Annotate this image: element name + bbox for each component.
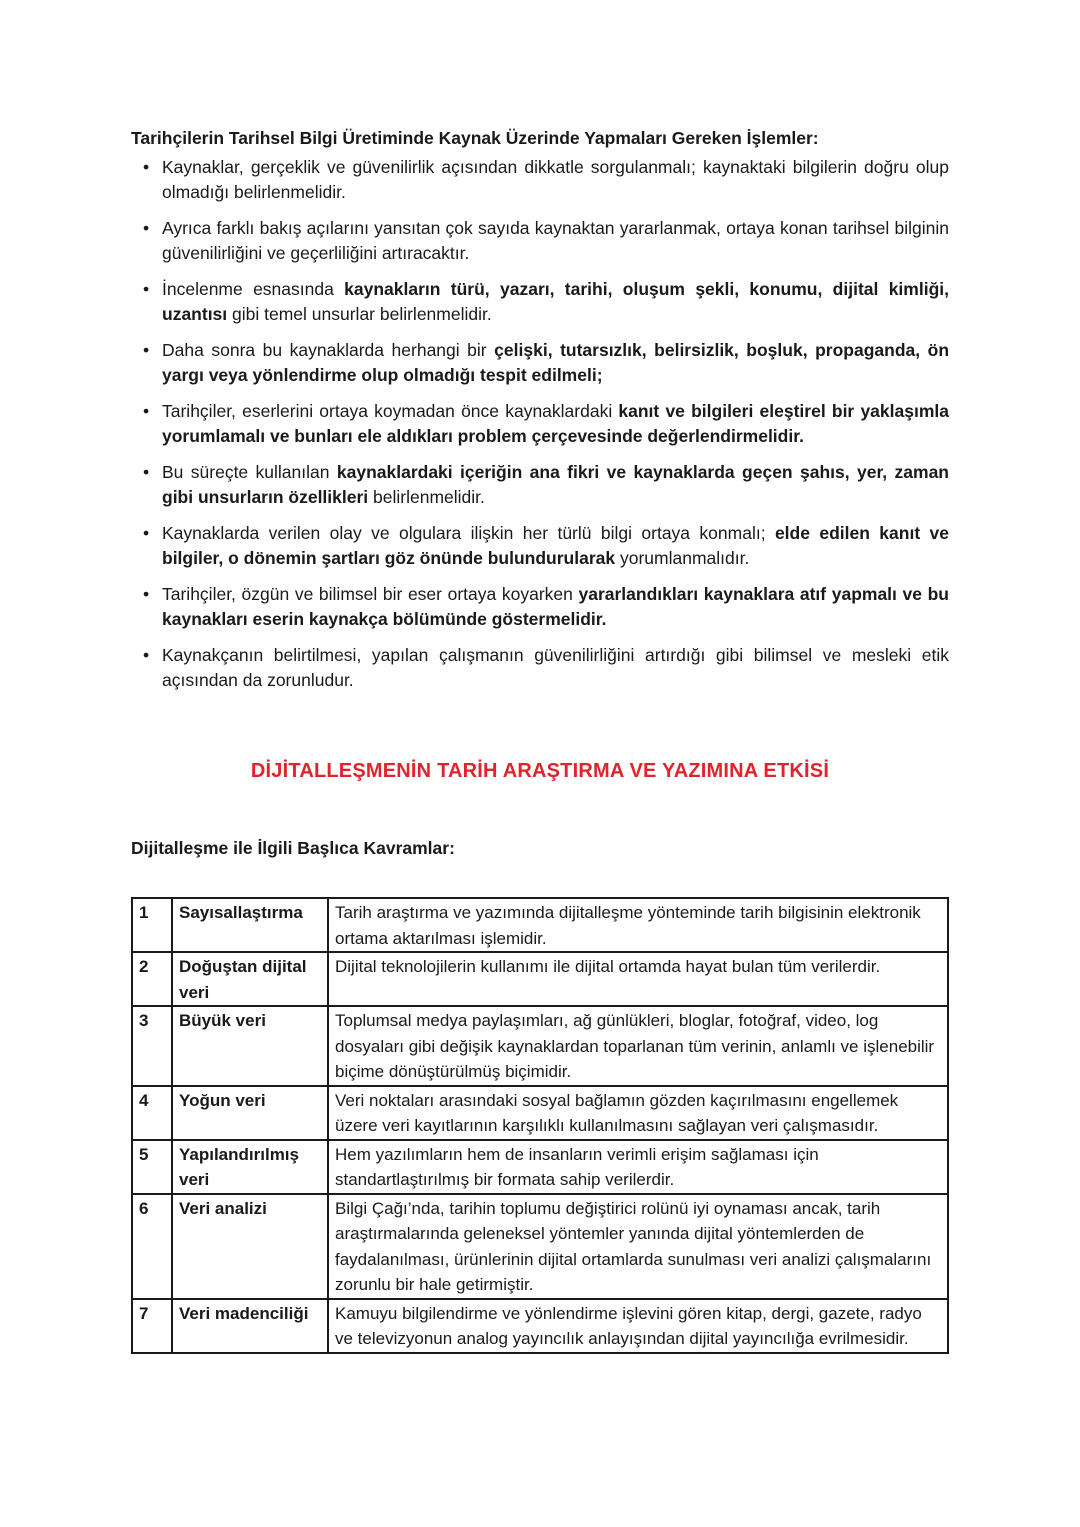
row-number: 2 [132,952,172,1006]
list-item [131,582,949,632]
bold-text: elde edilen kanıt ve bilgiler, o dönemin şartları göz önünde bulundurularak [162,523,950,568]
procedures-section [131,126,949,704]
bullet-icon: • [143,279,150,299]
list-item [131,216,949,266]
row-number: 3 [132,1006,172,1086]
list-item [131,460,949,510]
table-row [132,1194,948,1299]
concept-term: Veri analizi [172,1194,328,1299]
list-item [131,338,949,388]
table-row [132,1299,948,1353]
concept-definition: Hem yazılımların hem de insanların verimli erişim sağlaması için standartlaştırılmış bir formata sahip verilerdir. [328,1140,948,1194]
bold-text: kanıt ve bilgileri eleştirel bir yaklaşımla yorumlamalı ve bunları ele aldıkları problem çerçevesinde değerlendirmelidir. [162,401,949,446]
bullet-icon: • [143,462,150,482]
bullet-icon: • [143,401,150,421]
bullet-icon: • [143,584,150,604]
concept-term: Yapılandırılmış veri [172,1140,328,1194]
concept-definition: Toplumsal medya paylaşımları, ağ günlükleri, bloglar, fotoğraf, video, log dosyaları gibi değişik kaynaklardan toparlanan tüm verinin, anlamlı ve işlenebilir biçime dönüştürülmüş biçimidir. [328,1006,948,1086]
bullet-icon: • [143,340,150,360]
bold-text: yararlandıkları kaynaklara atıf yapmalı ve bu kaynakları eserin kaynakça bölümünde göstermelidir. [162,584,949,629]
table-row [132,1006,948,1086]
bold-text: kaynakların türü, yazarı, tarihi, oluşum şekli, konumu, dijital kimliği, uzantısı [162,279,949,324]
concept-definition: Dijital teknolojilerin kullanımı ile dijital ortamda hayat bulan tüm verilerdir. [328,952,948,1006]
list-item [131,521,949,571]
concept-term: Veri madenciliği [172,1299,328,1353]
text: Daha sonra bu kaynaklarda herhangi bir [162,340,495,360]
text: Kaynaklar, gerçeklik ve güvenilirlik açısından dikkatle sorgulanmalı; kaynaktaki bilgilerin doğru olup olmadığı belirlenmelidir. [162,157,949,202]
list-item [131,399,949,449]
table-row [132,952,948,1006]
bullet-icon: • [143,157,150,177]
text: Kaynaklarda verilen olay ve olgulara ilişkin her türlü bilgi ortaya konmalı; [162,523,775,543]
table-row [132,1086,948,1140]
text: Tarihçiler, özgün ve bilimsel bir eser ortaya koyarken [162,584,579,604]
procedures-list [131,155,949,693]
text: Ayrıca farklı bakış açılarını yansıtan çok sayıda kaynaktan yararlanmak, ortaya konan tarihsel bilginin güvenilirliğini ve geçerliliğini artıracaktır. [162,218,949,263]
table-row [132,898,948,952]
list-item [131,155,949,205]
concept-term: Doğuştan dijital veri [172,952,328,1006]
concept-term: Büyük veri [172,1006,328,1086]
procedures-heading: Tarihçilerin Tarihsel Bilgi Üretiminde Kaynak Üzerinde Yapmaları Gereken İşlemler: [131,128,819,148]
text: Kaynakçanın belirtilmesi, yapılan çalışmanın güvenilirliğini artırdığı gibi bilimsel ve mesleki etik açısından da zorunludur. [162,645,949,690]
row-number: 5 [132,1140,172,1194]
section-title: DİJİTALLEŞMENİN TARİH ARAŞTIRMA VE YAZIMINA ETKİSİ [250,760,830,782]
row-number: 1 [132,898,172,952]
list-item [131,277,949,327]
row-number: 6 [132,1194,172,1299]
text: İncelenme esnasında [162,279,345,299]
concept-term: Sayısallaştırma [172,898,328,952]
text: belirlenmelidir. [368,487,485,507]
concept-term: Yoğun veri [172,1086,328,1140]
concept-definition: Kamuyu bilgilendirme ve yönlendirme işlevini gören kitap, dergi, gazete, radyo ve televizyonun analog yayıncılık anlayışından dijital yayıncılığa evrilmesidir. [328,1299,948,1353]
text: Tarihçiler, eserlerini ortaya koymadan önce kaynaklardaki [162,401,619,421]
concept-definition: Tarih araştırma ve yazımında dijitalleşme yönteminde tarih bilgisinin elektronik ortama aktarılması işlemidir. [328,898,948,952]
bold-text: çelişki, tutarsızlık, belirsizlik, boşluk, propaganda, ön yargı veya yönlendirme olup olmadığı tespit edilmeli; [162,340,950,385]
text: gibi temel unsurlar belirlenmelidir. [227,304,492,324]
text: yorumlanmalıdır. [615,548,750,568]
bullet-icon: • [143,523,150,543]
bullet-icon: • [143,218,150,238]
row-number: 4 [132,1086,172,1140]
text: Bu süreçte kullanılan [162,462,337,482]
list-item [131,643,949,693]
concepts-table [131,897,949,1354]
bullet-icon: • [143,645,150,665]
bold-text: kaynaklardaki içeriğin ana fikri ve kaynaklarda geçen şahıs, yer, zaman gibi unsurların özellikleri [162,462,950,507]
concepts-heading: Dijitalleşme ile İlgili Başlıca Kavramlar: [131,838,455,858]
concept-definition: Veri noktaları arasındaki sosyal bağlamın gözden kaçırılmasını engellemek üzere veri kayıtlarının karşılıklı kullanılmasını sağlayan veri çalışmasıdır. [328,1086,948,1140]
row-number: 7 [132,1299,172,1353]
concept-definition: Bilgi Çağı’nda, tarihin toplumu değiştirici rolünü iyi oynaması ancak, tarih araştırmalarında geleneksel yöntemler yanında dijital yöntemlerden de faydalanılması, ürünlerinin dijital ortamlarda sunulması veri analizi çalışmalarını zorunlu bir hale getirmiştir. [328,1194,948,1299]
table-row [132,1140,948,1194]
